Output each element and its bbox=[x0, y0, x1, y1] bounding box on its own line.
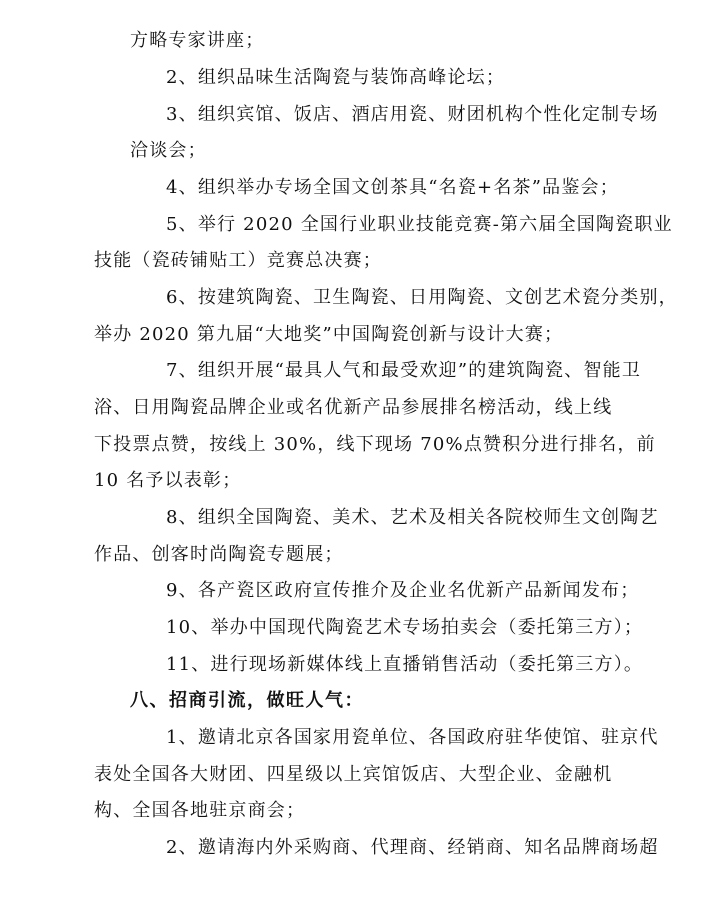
line-text: 10、举办中国现代陶瓷艺术专场拍卖会（委托第三方）； bbox=[166, 617, 644, 638]
text-line bbox=[0, 393, 707, 423]
text-line bbox=[0, 26, 707, 56]
line-text: 举办 2020 第九届“大地奖”中国陶瓷创新与设计大赛； bbox=[94, 324, 564, 345]
text-line bbox=[0, 173, 707, 203]
line-text: 作品、创客时尚陶瓷专题展； bbox=[94, 544, 344, 565]
line-text: 3、组织宾馆、饭店、酒店用瓷、财团机构个性化定制专场 bbox=[166, 104, 659, 125]
line-text: 下投票点赞，按线上 30%，线下现场 70%点赞积分进行排名，前 bbox=[94, 434, 656, 455]
text-line bbox=[0, 210, 707, 240]
line-text: 浴、日用陶瓷品牌企业或名优新产品参展排名榜活动，线上线 bbox=[94, 397, 613, 418]
text-line bbox=[0, 430, 707, 460]
text-line bbox=[0, 320, 707, 350]
text-line bbox=[0, 796, 707, 826]
line-text: 技能（瓷砖铺贴工）竞赛总决赛； bbox=[94, 250, 382, 271]
text-line bbox=[0, 466, 707, 496]
text-line bbox=[0, 760, 707, 790]
text-line bbox=[0, 356, 707, 386]
line-text: 10 名予以表彰； bbox=[94, 470, 242, 491]
text-line bbox=[0, 246, 707, 276]
line-text: 1、邀请北京各国家用瓷单位、各国政府驻华使馆、驻京代 bbox=[166, 727, 659, 748]
text-line bbox=[0, 576, 707, 606]
line-text: 方略专家讲座； bbox=[130, 30, 265, 51]
line-text: 5、举行 2020 全国行业职业技能竞赛-第六届全国陶瓷职业 bbox=[166, 214, 673, 235]
line-text: 9、各产瓷区政府宣传推介及企业名优新产品新闻发布； bbox=[166, 580, 640, 601]
line-text: 构、全国各地驻京商会； bbox=[94, 800, 306, 821]
text-line bbox=[0, 613, 707, 643]
text-line bbox=[0, 650, 707, 680]
text-line bbox=[0, 540, 707, 570]
line-text: 洽谈会； bbox=[130, 140, 207, 161]
line-text: 7、组织开展“最具人气和最受欢迎”的建筑陶瓷、智能卫 bbox=[166, 360, 642, 381]
line-text: 4、组织举办专场全国文创茶具“名瓷+名茶”品鉴会； bbox=[166, 177, 619, 198]
section-heading bbox=[0, 686, 707, 716]
text-line bbox=[0, 63, 707, 93]
line-text: 6、按建筑陶瓷、卫生陶瓷、日用陶瓷、文创艺术瓷分类别， bbox=[166, 287, 678, 308]
line-text: 2、邀请海内外采购商、代理商、经销商、知名品牌商场超 bbox=[166, 837, 659, 858]
text-line bbox=[0, 136, 707, 166]
text-line bbox=[0, 833, 707, 863]
text-line bbox=[0, 283, 707, 313]
line-text: 8、组织全国陶瓷、美术、艺术及相关各院校师生文创陶艺 bbox=[166, 507, 659, 528]
text-line bbox=[0, 723, 707, 753]
heading-text: 八、招商引流，做旺人气： bbox=[130, 690, 364, 711]
text-line bbox=[0, 503, 707, 533]
line-text: 表处全国各大财团、四星级以上宾馆饭店、大型企业、金融机 bbox=[94, 764, 613, 785]
line-text: 11、进行现场新媒体线上直播销售活动（委托第三方）。 bbox=[166, 654, 644, 675]
line-text: 2、组织品味生活陶瓷与装饰高峰论坛； bbox=[166, 67, 506, 88]
text-line bbox=[0, 100, 707, 130]
